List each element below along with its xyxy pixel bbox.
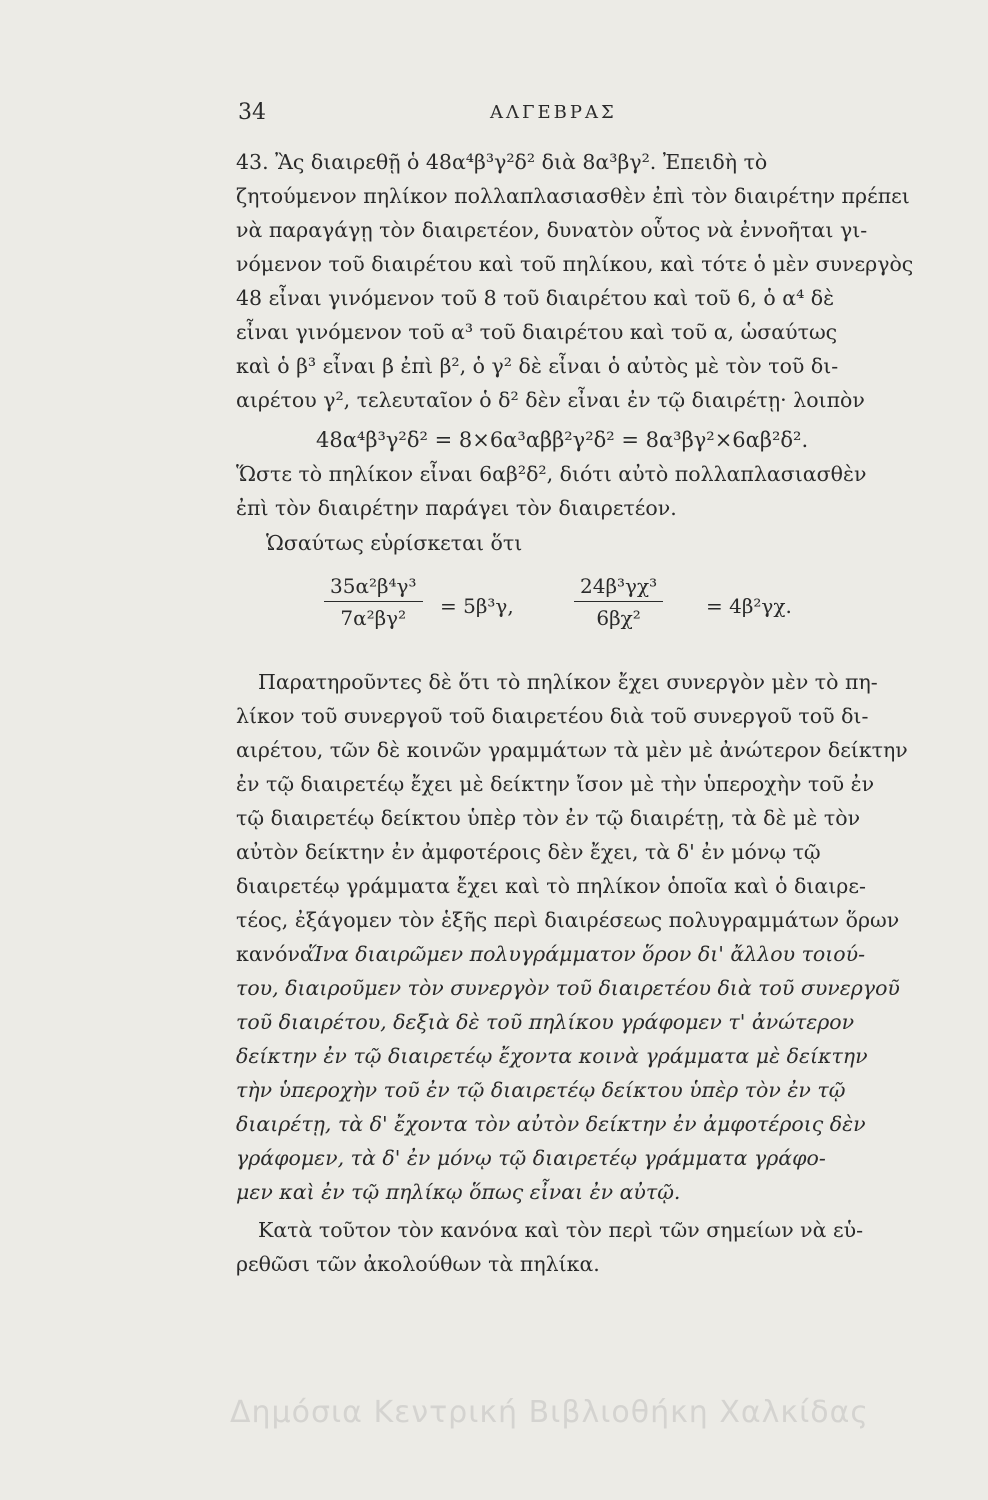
page-number: 34 <box>238 100 266 125</box>
text-line: ρεθῶσι τῶν ἀκολούθων τὰ πηλίκα. <box>236 1252 600 1276</box>
rule-line: Ἵνα διαιρῶμεν πολυγράμματον ὅρον δι' ἄλλου τοιού- <box>308 942 866 966</box>
rule-line: τοῦ διαιρέτου, δεξιὰ δὲ τοῦ πηλίκου γράφομεν τ' ἀνώτερον <box>236 1010 855 1034</box>
text-line: κανόνα. <box>236 942 321 966</box>
text-line: Ὡσαύτως εὑρίσκεται ὅτι <box>266 531 523 555</box>
text-line: Παρατηροῦντες δὲ ὅτι τὸ πηλίκον ἔχει συνεργὸν μὲν τὸ πη- <box>258 670 878 694</box>
text-line: ἐν τῷ διαιρετέῳ ἔχει μὲ δείκτην ἴσον μὲ τὴν ὑπεροχὴν τοῦ ἐν <box>236 772 875 796</box>
text-line: 43. Ἂς διαιρεθῇ ὁ 48α⁴β³γ²δ² διὰ 8α³βγ². Ἐπειδὴ τὸ <box>236 150 768 174</box>
equation: 48α⁴β³γ²δ² = 8×6α³αββ²γ²δ² = 8α³βγ²×6αβ²δ². <box>316 428 809 452</box>
text-line: νόμενον τοῦ διαιρέτου καὶ τοῦ πηλίκου, καὶ τότε ὁ μὲν συνεργὸς <box>236 252 914 276</box>
rule-line: τὴν ὑπεροχὴν τοῦ ἐν τῷ διαιρετέῳ δείκτου ὑπὲρ τὸν ἐν τῷ <box>236 1078 846 1102</box>
rule-line: του, διαιροῦμεν τὸν συνεργὸν τοῦ διαιρετέου διὰ τοῦ συνεργοῦ <box>236 976 900 1000</box>
text-line: νὰ παραγάγῃ τὸν διαιρετέον, δυνατὸν οὗτος νὰ ἐννοῆται γι- <box>236 218 868 242</box>
text-line: εἶναι γινόμενον τοῦ α³ τοῦ διαιρέτου καὶ τοῦ α, ὡσαύτως <box>236 320 838 344</box>
fraction-result: = 5β³γ, <box>440 594 514 618</box>
library-watermark: Δημόσια Κεντρική Βιβλιοθήκη Χαλκίδας <box>230 1395 869 1430</box>
fraction-numerator: 35α²β⁴γ³ <box>330 574 417 598</box>
text-line: αιρέτου, τῶν δὲ κοινῶν γραμμάτων τὰ μὲν μὲ ἀνώτερον δείκτην <box>236 738 908 762</box>
rule-line: διαιρέτῃ, τὰ δ' ἔχοντα τὸν αὐτὸν δείκτην ἐν ἀμφοτέροις δὲν <box>236 1112 866 1136</box>
text-line: τέος, ἐξάγομεν τὸν ἑξῆς περὶ διαιρέσεως πολυγραμμάτων ὅρων <box>236 908 900 932</box>
text-line: τῷ διαιρετέῳ δείκτου ὑπὲρ τὸν ἐν τῷ διαιρέτῃ, τὰ δὲ μὲ τὸν <box>236 806 861 830</box>
text-line: Κατὰ τοῦτον τὸν κανόνα καὶ τὸν περὶ τῶν σημείων νὰ εὑ- <box>258 1218 864 1242</box>
text-line: Ὥστε τὸ πηλίκον εἶναι 6αβ²δ², διότι αὐτὸ πολλαπλασιασθὲν <box>236 462 867 486</box>
rule-line: γράφομεν, τὰ δ' ἐν μόνῳ τῷ διαιρετέῳ γράμματα γράφο- <box>236 1146 826 1170</box>
fraction-denominator: 7α²βγ² <box>340 606 407 630</box>
text-line: ζητούμενον πηλίκον πολλαπλασιασθὲν ἐπὶ τὸν διαιρέτην πρέπει <box>236 184 910 208</box>
fraction-2 <box>574 574 663 630</box>
text-line: αὐτὸν δείκτην ἐν ἀμφοτέροις δὲν ἔχει, τὰ δ' ἐν μόνῳ τῷ <box>236 840 821 864</box>
text-line: λίκον τοῦ συνεργοῦ τοῦ διαιρετέου διὰ τοῦ συνεργοῦ τοῦ δι- <box>236 704 869 728</box>
fraction-numerator: 24β³γχ³ <box>580 574 658 598</box>
rule-line: δείκτην ἐν τῷ διαιρετέῳ ἔχοντα κοινὰ γράμματα μὲ δείκτην <box>236 1044 868 1068</box>
page-header <box>238 100 858 130</box>
running-title: ΑΛΓΕΒΡΑΣ <box>490 102 617 123</box>
rule-line: μεν καὶ ἐν τῷ πηλίκῳ ὅπως εἶναι ἐν αὐτῷ. <box>236 1180 681 1204</box>
text-line: 48 εἶναι γινόμενον τοῦ 8 τοῦ διαιρέτου καὶ τοῦ 6, ὁ α⁴ δὲ <box>236 286 835 310</box>
text-line: καὶ ὁ β³ εἶναι β ἐπὶ β², ὁ γ² δὲ εἶναι ὁ αὐτὸς μὲ τὸν τοῦ δι- <box>236 354 839 378</box>
text-line: αιρέτου γ², τελευταῖον ὁ δ² δὲν εἶναι ἐν τῷ διαιρέτῃ· λοιπὸν <box>236 388 865 412</box>
fraction-1 <box>324 574 423 630</box>
text-line: διαιρετέῳ γράμματα ἔχει καὶ τὸ πηλίκον ὁποῖα καὶ ὁ διαιρε- <box>236 874 866 898</box>
fraction-denominator: 6βχ² <box>596 606 641 630</box>
fraction-result: = 4β²γχ. <box>706 594 792 618</box>
text-line: ἐπὶ τὸν διαιρέτην παράγει τὸν διαιρετέον. <box>236 496 677 520</box>
